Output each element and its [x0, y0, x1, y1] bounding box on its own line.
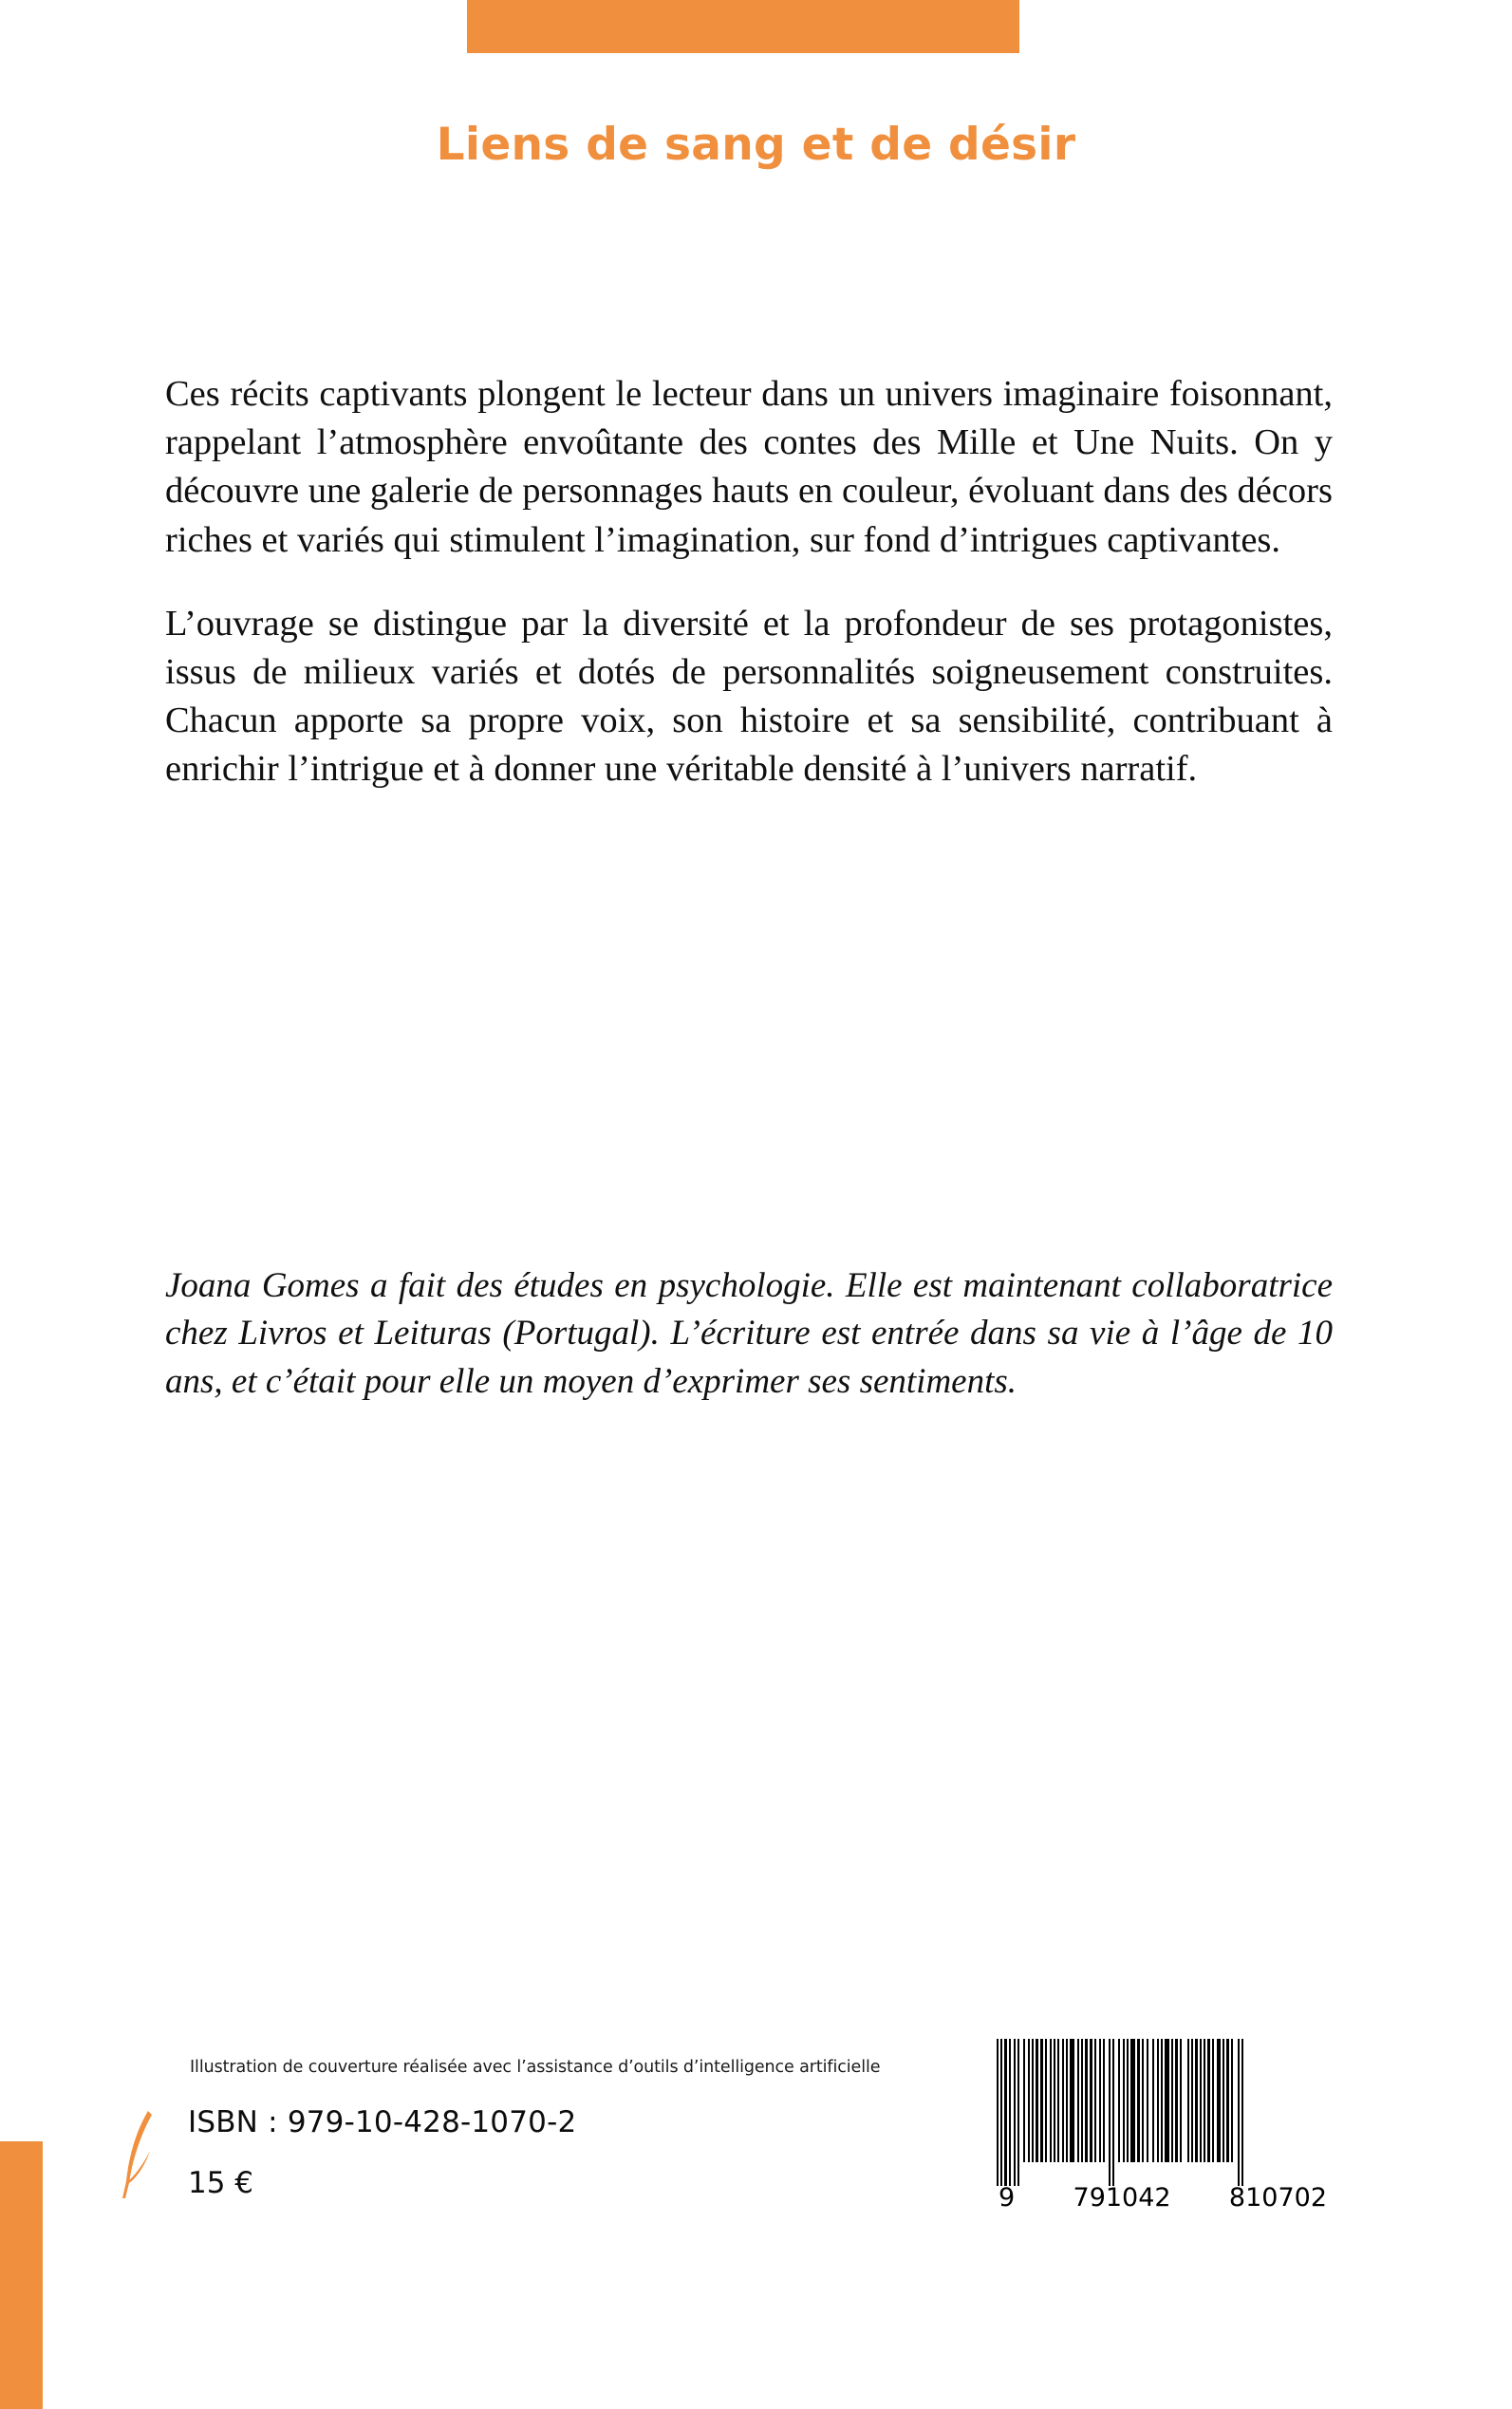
- blurb-paragraph-2: L’ouvrage se distingue par la diversité et la profondeur de ses protagonistes, issus de milieux variés et dotés de personnalités soigneusement construites. Chacun apporte sa propre voix, son histoire et sa sensibilité, contribuant à enrichir l’intrigue et à donner une véritable densité à l’univers narratif.: [165, 603, 1333, 790]
- barcode-group-1: 791042: [1073, 2183, 1171, 2213]
- barcode: [997, 2039, 1329, 2219]
- barcode-bars: [997, 2039, 1329, 2186]
- barcode-group-2: 810702: [1228, 2183, 1327, 2213]
- barcode-left-digit: 9: [999, 2183, 1016, 2213]
- price-text: 15 €: [188, 2166, 254, 2200]
- left-accent-block: [0, 2141, 43, 2409]
- top-accent-bar: [467, 0, 1019, 53]
- barcode-digits: [997, 2183, 1329, 2213]
- blurb-paragraph-1: Ces récits captivants plongent le lecteur dans un univers imaginaire foisonnant, rappelant l’atmosphère envoûtante des contes des Mille et Une Nuits. On y découvre une galerie de personnages hauts en couleur, évoluant dans des décors riches et variés qui stimulent l’imagination, sur fond d’intrigues captivantes.: [165, 374, 1333, 560]
- author-bio: Joana Gomes a fait des études en psychologie. Elle est maintenant collaboratrice chez Livros et Leituras (Portugal). L’écriture est entrée dans sa vie à l’âge de 10 ans, et c’était pour elle un moyen d’exprimer ses sentiments.: [165, 1266, 1333, 1401]
- isbn-text: ISBN : 979-10-428-1070-2: [188, 2105, 577, 2139]
- publisher-feather-logo: [120, 2109, 163, 2200]
- cover-credit-note: Illustration de couverture réalisée avec l’assistance d’outils d’intelligence artificielle: [190, 2058, 881, 2077]
- blurb-section: [165, 370, 1333, 794]
- page-title: Liens de sang et de désir: [436, 119, 1076, 171]
